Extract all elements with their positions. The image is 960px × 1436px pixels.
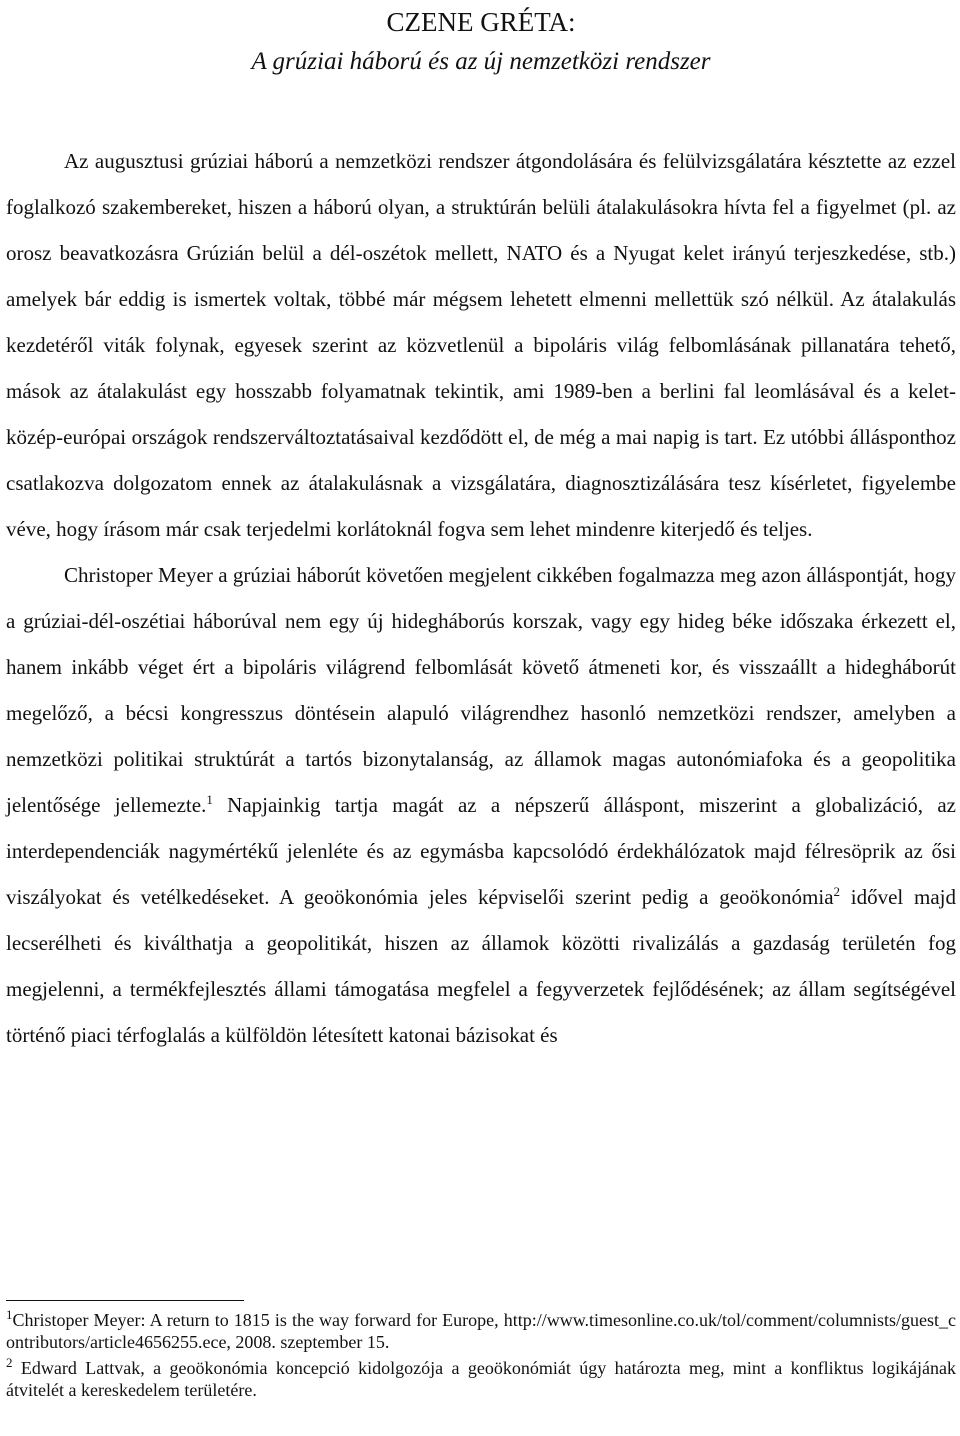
footnote-separator — [6, 1300, 244, 1301]
author-name: CZENE GRÉTA: — [386, 7, 576, 37]
footnote-2 — [6, 1357, 956, 1401]
footnote-ref-1[interactable]: 1 — [206, 792, 213, 807]
paragraph-2-part-1: Christoper Meyer a grúziai háborút követően megjelent cikkében fogalmazza meg azon álláspontját, hogy a grúziai-dél-oszétiai háborúval nem egy új hidegháborús korszak, vagy egy hideg béke időszaka érkezett el, hanem inkább véget ért a bipoláris világrend felbomlását követő átmeneti kor, és visszaállt a hidegháborút megelőző, a bécsi kongresszus döntésein alapuló világrendhez hasonló nemzetközi rendszer, amelyben a nemzetközi politikai struktúrát a tartós bizonytalanság, az államok magas autonómiafoka és a geopolitika jelentősége jellemezte. — [6, 563, 956, 817]
document-header — [6, 0, 956, 84]
paragraph-1 — [6, 138, 956, 552]
paragraph-2-part-2: Napjainkig tartja magát az a népszerű álláspont, miszerint a globalizáció, az interdependenciák nagymértékű jelenléte és az egymásba kapcsolódó érdekhálózatok majd félresöprik az ősi viszályokat és vetélkedéseket. A geoökonómia jeles képviselői szerint pedig a geoökonómia — [6, 793, 956, 909]
footnotes — [6, 1309, 956, 1405]
document-body — [6, 138, 956, 1058]
footnote-ref-2[interactable]: 2 — [833, 884, 841, 899]
document-title: A grúziai háború és az új nemzetközi rendszer — [251, 48, 711, 75]
document-page — [6, 0, 956, 1436]
footnote-1 — [6, 1309, 956, 1353]
footnote-2-number: 2 — [6, 1355, 13, 1370]
footnote-1-number: 1 — [6, 1307, 13, 1322]
paragraph-1-text: Az augusztusi grúziai háború a nemzetközi rendszer átgondolására és felülvizsgálatára késztette az ezzel foglalkozó szakembereket, hiszen a háború olyan, a struktúrán belüli átalakulásokra hívta fel a figyelmet (pl. az orosz beavatkozásra Grúzián belül a dél-oszétok mellett, NATO és a Nyugat kelet irányú terjeszkedése, stb.) amelyek bár eddig is ismertek voltak, többé már mégsem lehetett elmenni mellettük szó nélkül. Az átalakulás kezdetéről viták folynak, egyesek szerint az közvetlenül a bipoláris világ felbomlásának pillanatára tehető, mások az átalakulást egy hosszabb folyamatnak tekintik, ami 1989-ben a berlini fal leomlásával és a kelet-közép-európai országok rendszerváltoztatásaival kezdődött el, de még a mai napig is tart. Ez utóbbi állásponthoz csatlakozva dolgozatom ennek az átalakulásnak a vizsgálatára, diagnosztizálására tesz kísérletet, figyelembe véve, hogy írásom már csak terjedelmi korlátoknál fogva sem lehet mindenre kiterjedő és teljes. — [6, 149, 956, 541]
paragraph-2 — [6, 552, 956, 1058]
footnote-1-text: Christoper Meyer: A return to 1815 is the way forward for Europe, http://www.timesonline.co.uk/tol/comment/columnists/guest_contributors/article4656255.ece, 2008. szeptember 15. — [6, 1310, 956, 1352]
footnote-2-text: Edward Lattvak, a geoökonómia koncepció kidolgozója a geoökonómiát úgy határozta meg, mint a konfliktus logikájának átvitelét a kereskedelem területére. — [6, 1358, 956, 1400]
paragraph-2-part-3: idővel majd lecserélheti és kiválthatja a geopolitikát, hiszen az államok közötti rivalizálás a gazdaság területén fog megjelenni, a termékfejlesztés állami támogatása megfelel a fegyverzetek fejlődésének; az állam segítségével történő piaci térfoglalás a külföldön létesített katonai bázisokat és — [6, 885, 956, 1047]
